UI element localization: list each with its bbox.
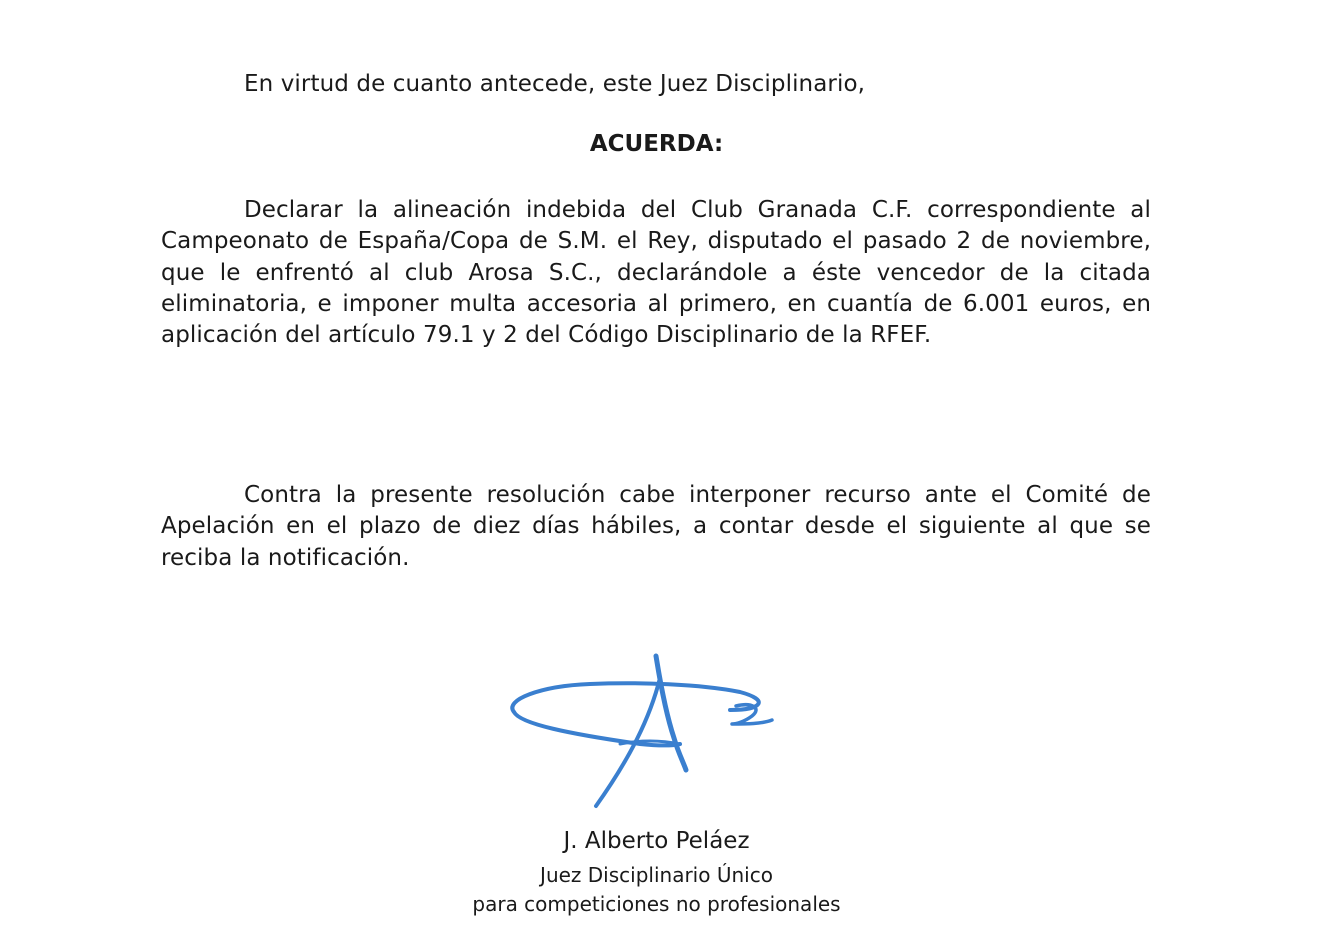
signer-name: J. Alberto Peláez <box>563 828 750 854</box>
intro-text: En virtud de cuanto antecede, este Juez Disciplinario, <box>244 71 866 97</box>
signature-loop-stroke <box>512 683 758 712</box>
intro-paragraph <box>161 69 1151 100</box>
appeal-text: Contra la presente resolución cabe interponer recurso ante el Comité de Apelación en el plazo de diez días hábiles, a contar desde el siguiente al que se reciba la notificación. <box>161 482 1151 571</box>
signer-scope: para competiciones no profesionales <box>472 892 841 916</box>
signer-role: Juez Disciplinario Único <box>540 863 773 887</box>
decision-text: Declarar la alineación indebida del Club Granada C.F. correspondiente al Campeonato de España/Copa de S.M. el Rey, disputado el pasado 2 de noviembre, que le enfrentó al club Arosa S.C., declarándole a éste vencedor de la citada eliminatoria, e imponer multa accesoria al primero, en cuantía de 6.001 euros, en aplicación del artículo 79.1 y 2 del Código Disciplinario de la RFEF. <box>161 197 1151 349</box>
handwritten-signature <box>500 648 790 816</box>
decision-paragraph <box>161 195 1151 351</box>
appeal-paragraph <box>161 480 1151 574</box>
signature-vertical-stroke <box>656 656 686 770</box>
resolution-heading: ACUERDA: <box>589 131 724 157</box>
